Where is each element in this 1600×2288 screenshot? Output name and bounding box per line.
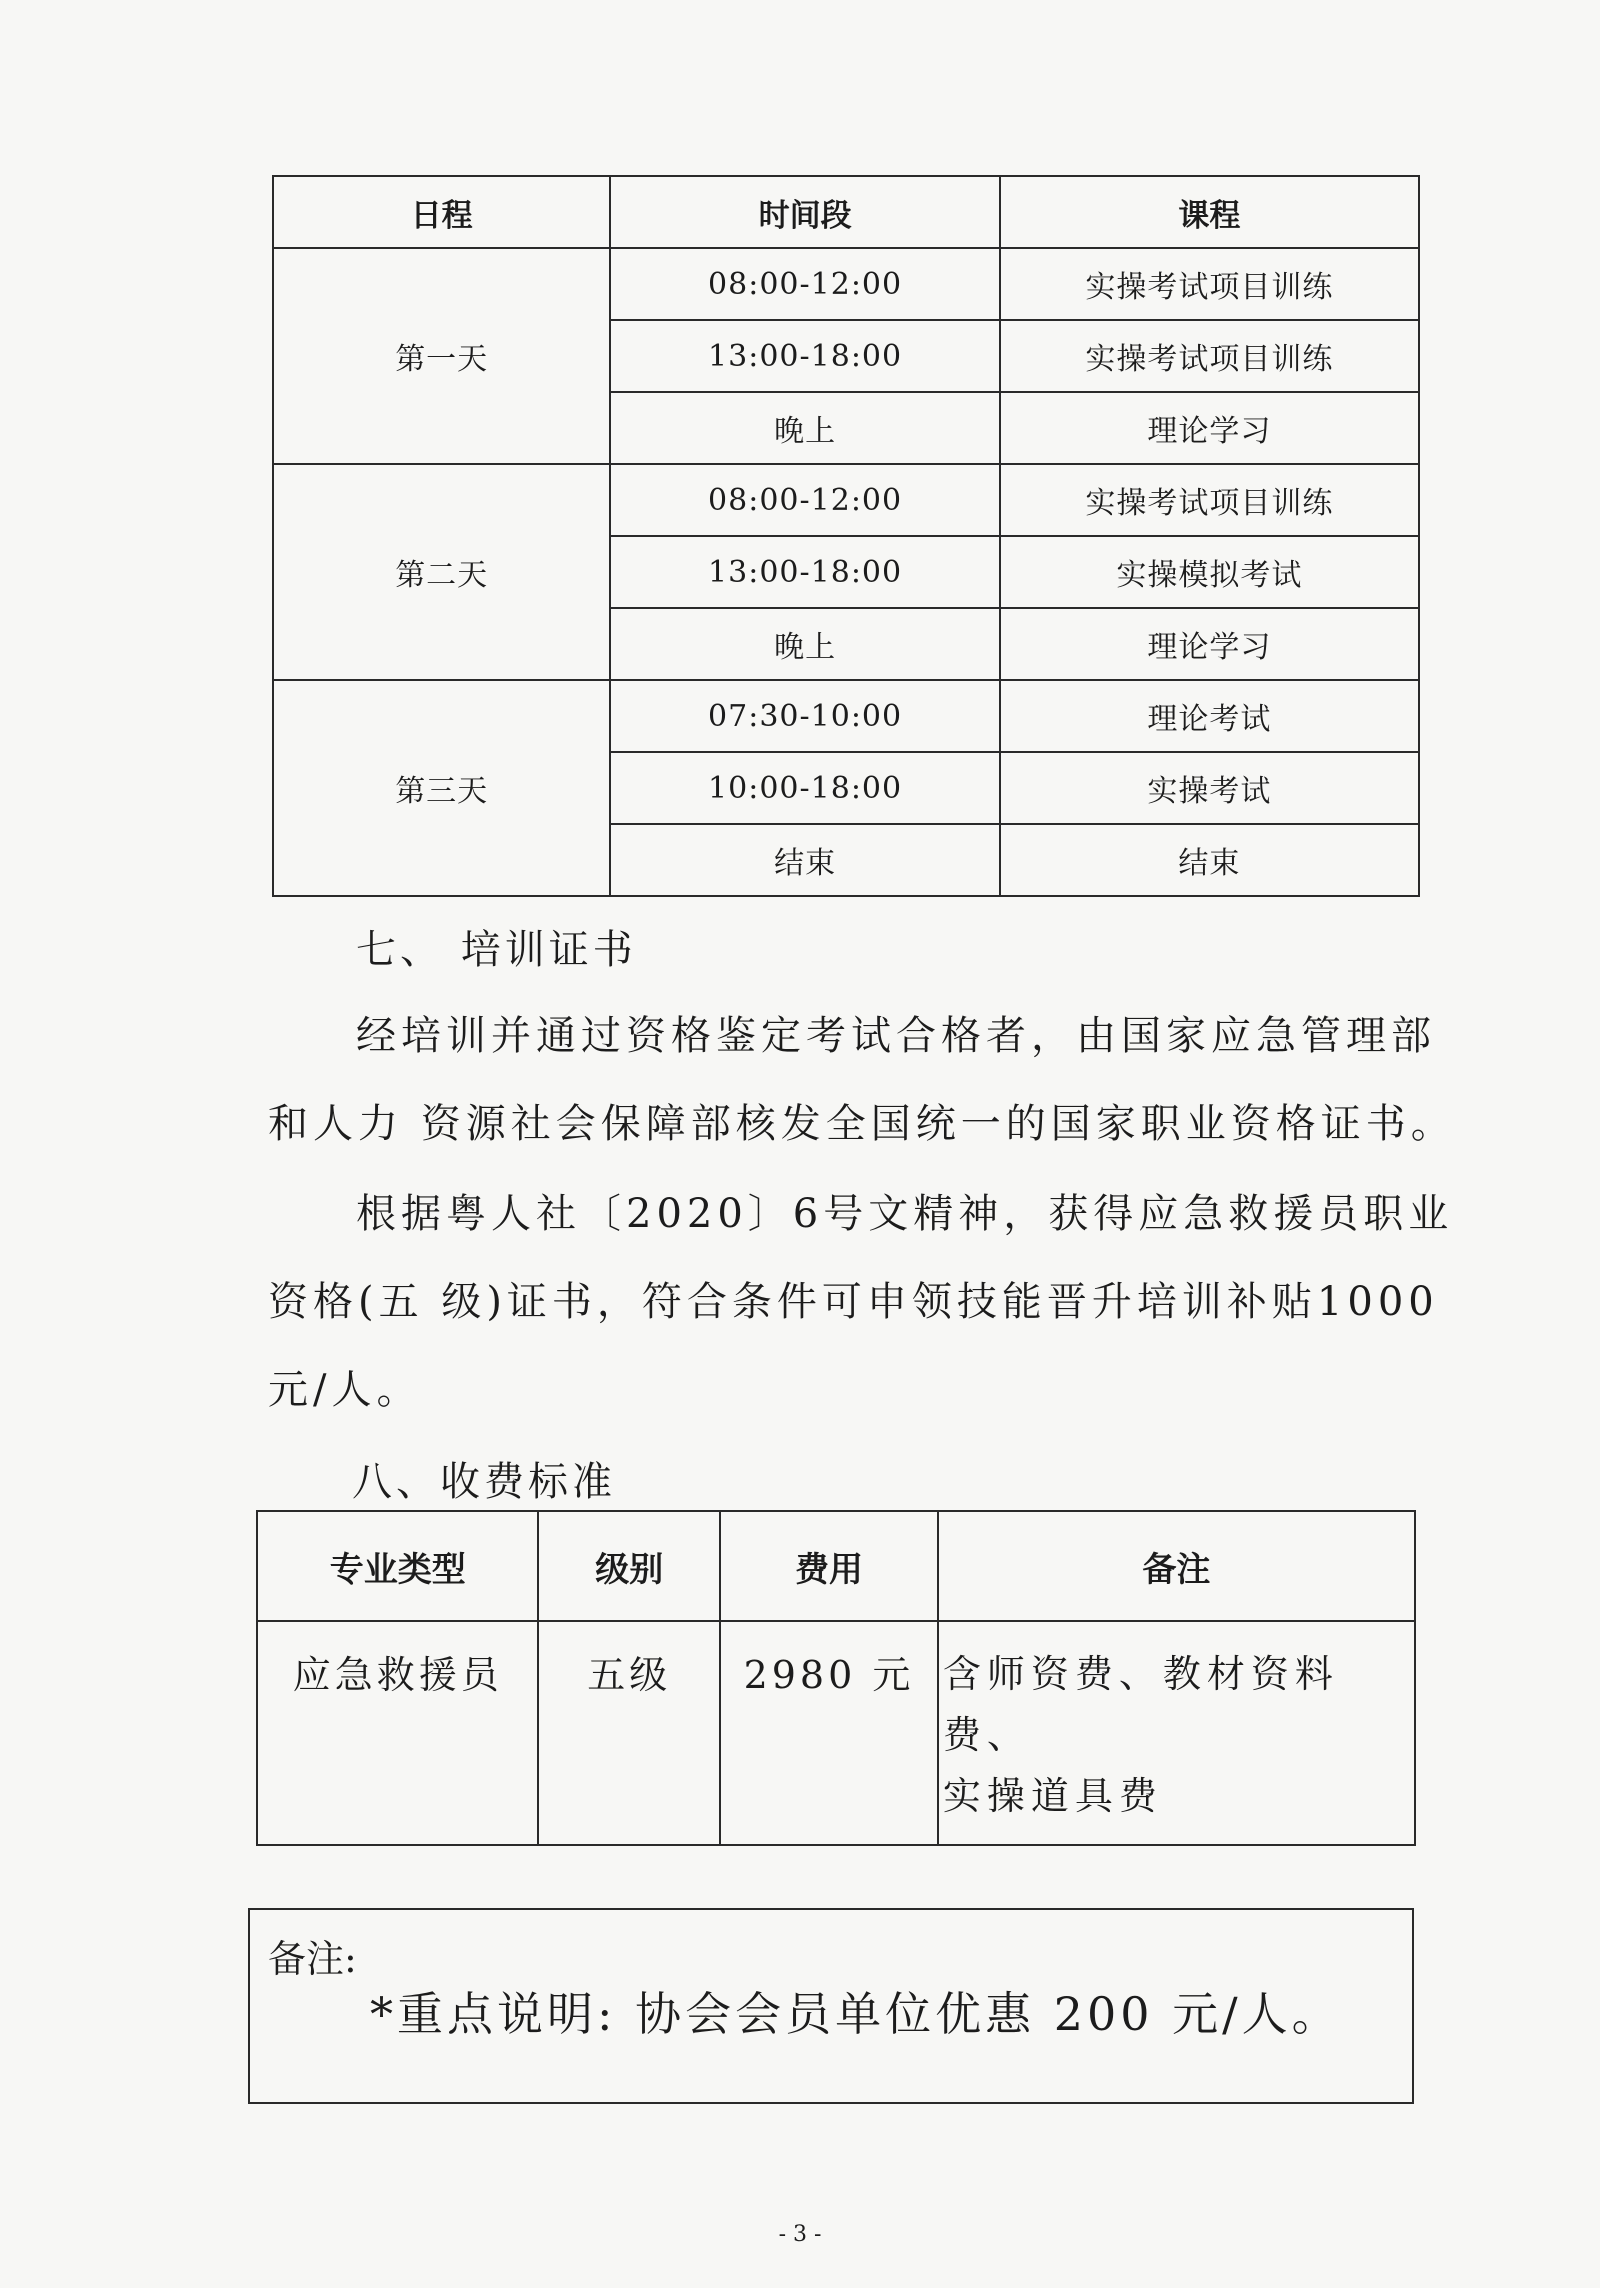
time-cell: 13:00-18:00	[610, 320, 999, 392]
time-cell: 13:00-18:00	[610, 536, 999, 608]
remarks-text: *重点说明: 协会会员单位优惠 200 元/人。	[370, 1987, 1342, 2041]
time-cell: 晚上	[610, 392, 999, 464]
table-row	[273, 248, 1419, 320]
course-cell: 理论学习	[1000, 608, 1419, 680]
table-row	[273, 464, 1419, 536]
time-cell: 08:00-12:00	[610, 464, 999, 536]
course-cell: 实操考试项目训练	[1000, 464, 1419, 536]
section-7-para-line: 元/人。	[268, 1367, 422, 1413]
section-7-para-line: 经培训并通过资格鉴定考试合格者，由国家应急管理部	[356, 1013, 1436, 1059]
level-cell: 五级	[538, 1621, 720, 1845]
section-7-heading: 七、 培训证书	[356, 927, 637, 973]
section-8-heading: 八、收费标准	[352, 1459, 616, 1505]
course-cell: 实操考试项目训练	[1000, 248, 1419, 320]
day-label: 第二天	[273, 464, 610, 680]
fee-table	[256, 1510, 1416, 1846]
note-cell	[938, 1621, 1415, 1845]
section-7-para-line: 和人力 资源社会保障部核发全国统一的国家职业资格证书。	[268, 1101, 1456, 1147]
table-row	[273, 680, 1419, 752]
section-7-para-line: 资格(五 级)证书，符合条件可申领技能晋升培训补贴1000	[268, 1279, 1439, 1325]
table-row	[257, 1621, 1415, 1845]
course-cell: 实操考试项目训练	[1000, 320, 1419, 392]
remarks-box	[248, 1908, 1414, 2104]
header-note: 备注	[938, 1511, 1415, 1621]
schedule-table	[272, 175, 1420, 897]
header-fee: 费用	[720, 1511, 938, 1621]
course-cell: 理论考试	[1000, 680, 1419, 752]
header-day: 日程	[273, 176, 610, 248]
header-level: 级别	[538, 1511, 720, 1621]
time-cell: 07:30-10:00	[610, 680, 999, 752]
section-7-para-line: 根据粤人社〔2020〕6号文精神，获得应急救援员职业	[356, 1191, 1454, 1237]
note-line: 实操道具费	[942, 1773, 1163, 1818]
header-type: 专业类型	[257, 1511, 538, 1621]
type-cell: 应急救援员	[257, 1621, 538, 1845]
time-cell: 08:00-12:00	[610, 248, 999, 320]
course-cell: 结束	[1000, 824, 1419, 896]
fee-header-row	[257, 1511, 1415, 1621]
header-course: 课程	[1000, 176, 1419, 248]
course-cell: 实操考试	[1000, 752, 1419, 824]
day-label: 第一天	[273, 248, 610, 464]
time-cell: 10:00-18:00	[610, 752, 999, 824]
remarks-title: 备注:	[268, 1937, 357, 1981]
time-cell: 结束	[610, 824, 999, 896]
page-number: - 3 -	[778, 2222, 822, 2247]
course-cell: 实操模拟考试	[1000, 536, 1419, 608]
time-cell: 晚上	[610, 608, 999, 680]
schedule-header-row	[273, 176, 1419, 248]
course-cell: 理论学习	[1000, 392, 1419, 464]
fee-cell: 2980 元	[720, 1621, 938, 1845]
day-label: 第三天	[273, 680, 610, 896]
header-time: 时间段	[610, 176, 999, 248]
note-line: 含师资费、教材资料费、	[942, 1652, 1339, 1757]
